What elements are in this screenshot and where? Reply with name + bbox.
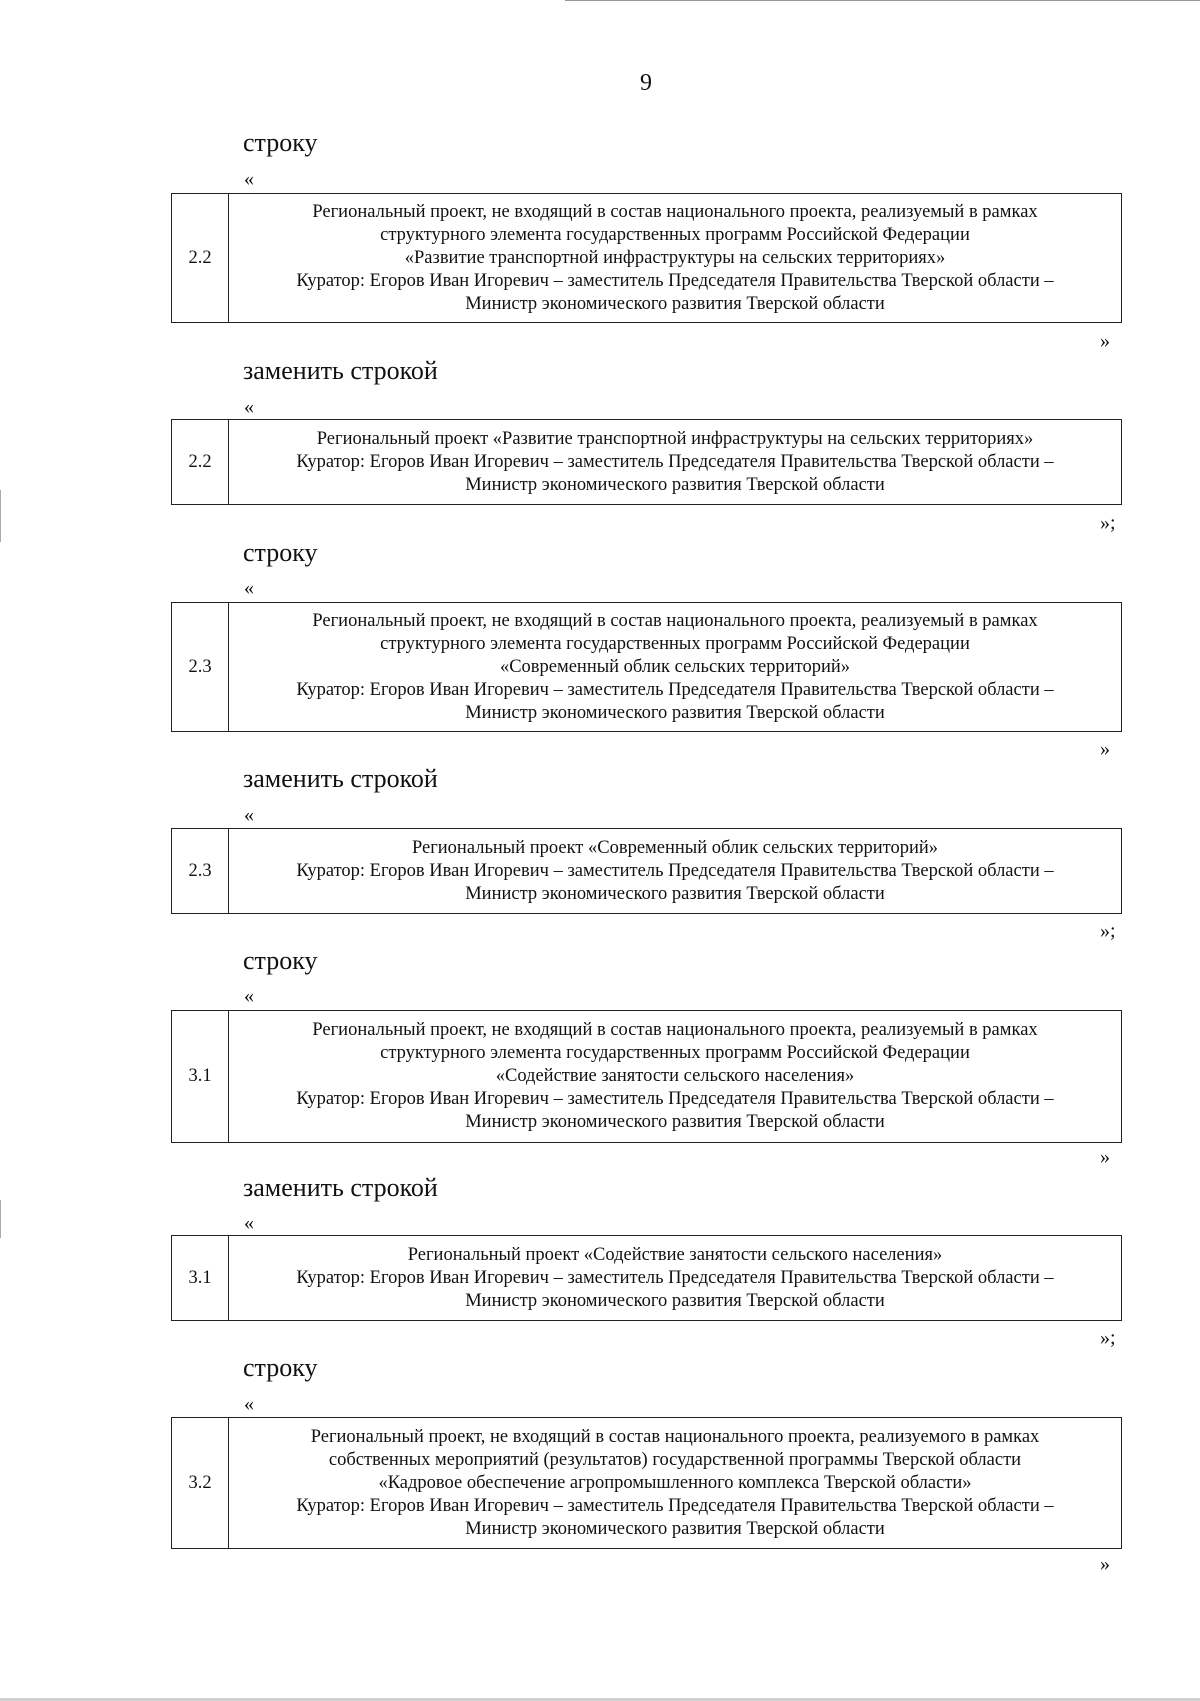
row-number: 2.3: [172, 603, 229, 732]
scan-margin-mark: [0, 1200, 1, 1238]
row-text-line: Куратор: Егоров Иван Игоревич – заместитель Председателя Правительства Тверской области –: [296, 860, 1054, 881]
row-number: 3.2: [172, 1418, 229, 1549]
opening-quote: «: [244, 396, 254, 418]
row-text-line: Региональный проект «Современный облик сельских территорий»: [411, 837, 939, 858]
row-text-line: «Развитие транспортной инфраструктуры на сельских территориях»: [404, 247, 946, 268]
table-row: [171, 1235, 1122, 1321]
table-row: [171, 828, 1122, 914]
closing-quote: »;: [1100, 512, 1116, 534]
page-number: 9: [640, 70, 652, 96]
row-text-line: «Современный облик сельских территорий»: [499, 656, 851, 677]
table-row: [171, 602, 1122, 732]
closing-quote: »: [1100, 330, 1110, 352]
row-number: 3.1: [172, 1011, 229, 1143]
row-text-line: Куратор: Егоров Иван Игоревич – заместитель Председателя Правительства Тверской области –: [296, 451, 1054, 472]
opening-quote: «: [244, 577, 254, 599]
row-text: [229, 603, 1122, 732]
row-text-line: Куратор: Егоров Иван Игоревич – заместитель Председателя Правительства Тверской области –: [296, 1267, 1054, 1288]
row-text: [229, 829, 1122, 914]
closing-quote: »: [1100, 1146, 1110, 1168]
row-text-line: Региональный проект, не входящий в состав национального проекта, реализуемого в рамках: [310, 1426, 1040, 1447]
scan-top-rule: [565, 0, 1200, 1]
closing-quote: »: [1100, 1553, 1110, 1575]
row-text-line: Министр экономического развития Тверской области: [465, 883, 885, 904]
row-text-line: Министр экономического развития Тверской области: [465, 293, 885, 314]
row-text-line: «Содействие занятости сельского населения»: [495, 1066, 855, 1086]
table-row: [171, 1417, 1122, 1549]
closing-quote: »;: [1100, 920, 1116, 942]
row-text: [229, 1418, 1122, 1549]
instruction-label: строку: [243, 538, 318, 567]
instruction-label: строку: [243, 946, 318, 975]
row-text: [229, 194, 1122, 323]
row-text-line: Региональный проект, не входящий в состав национального проекта, реализуемый в рамках: [312, 201, 1038, 222]
row-text-line: Министр экономического развития Тверской области: [465, 702, 885, 723]
closing-quote: »;: [1100, 1327, 1116, 1349]
row-text-line: «Кадровое обеспечение агропромышленного комплекса Тверской области»: [378, 1472, 972, 1493]
row-text-line: Министр экономического развития Тверской области: [465, 474, 885, 495]
row-text-line: Региональный проект «Развитие транспортной инфраструктуры на сельских территориях»: [316, 428, 1034, 449]
row-text-line: Министр экономического развития Тверской области: [465, 1518, 885, 1539]
closing-quote: »: [1100, 738, 1110, 760]
instruction-label: заменить строкой: [243, 1173, 438, 1202]
opening-quote: «: [244, 1212, 254, 1234]
row-text-line: Куратор: Егоров Иван Игоревич – заместитель Председателя Правительства Тверской области –: [296, 679, 1054, 700]
row-text-line: собственных мероприятий (результатов) государственной программы Тверской области: [328, 1449, 1022, 1470]
row-text-line: Куратор: Егоров Иван Игоревич – заместитель Председателя Правительства Тверской области –: [296, 1089, 1054, 1109]
row-text-line: Региональный проект, не входящий в состав национального проекта, реализуемый в рамках: [312, 610, 1038, 631]
row-text: [229, 1236, 1122, 1321]
opening-quote: «: [244, 985, 254, 1007]
row-number: 3.1: [172, 1236, 229, 1321]
row-text-line: Министр экономического развития Тверской области: [465, 1290, 885, 1311]
instruction-label: заменить строкой: [243, 764, 438, 793]
scan-margin-mark: [0, 490, 1, 542]
row-text-line: структурного элемента государственных программ Российской Федерации: [380, 224, 970, 245]
row-text-line: Министр экономического развития Тверской области: [465, 1112, 885, 1132]
table-row: [171, 1010, 1122, 1143]
row-text-line: структурного элемента государственных программ Российской Федерации: [380, 1043, 970, 1063]
opening-quote: «: [244, 1393, 254, 1415]
table-row: [171, 419, 1122, 505]
row-text-line: Региональный проект, не входящий в состав национального проекта, реализуемый в рамках: [312, 1020, 1038, 1040]
row-number: 2.2: [172, 194, 229, 323]
row-text: [229, 420, 1122, 505]
row-text-line: Куратор: Егоров Иван Игоревич – заместитель Председателя Правительства Тверской области –: [296, 1495, 1054, 1516]
instruction-label: заменить строкой: [243, 356, 438, 385]
instruction-label: строку: [243, 1353, 318, 1382]
table-row: [171, 193, 1122, 323]
row-text: [229, 1011, 1122, 1143]
opening-quote: «: [244, 168, 254, 190]
instruction-label: строку: [243, 128, 318, 157]
row-number: 2.3: [172, 829, 229, 914]
row-text-line: Региональный проект «Содействие занятости сельского населения»: [407, 1244, 943, 1265]
row-text-line: структурного элемента государственных программ Российской Федерации: [380, 633, 970, 654]
opening-quote: «: [244, 804, 254, 826]
row-text-line: Куратор: Егоров Иван Игоревич – заместитель Председателя Правительства Тверской области –: [296, 270, 1054, 291]
row-number: 2.2: [172, 420, 229, 505]
